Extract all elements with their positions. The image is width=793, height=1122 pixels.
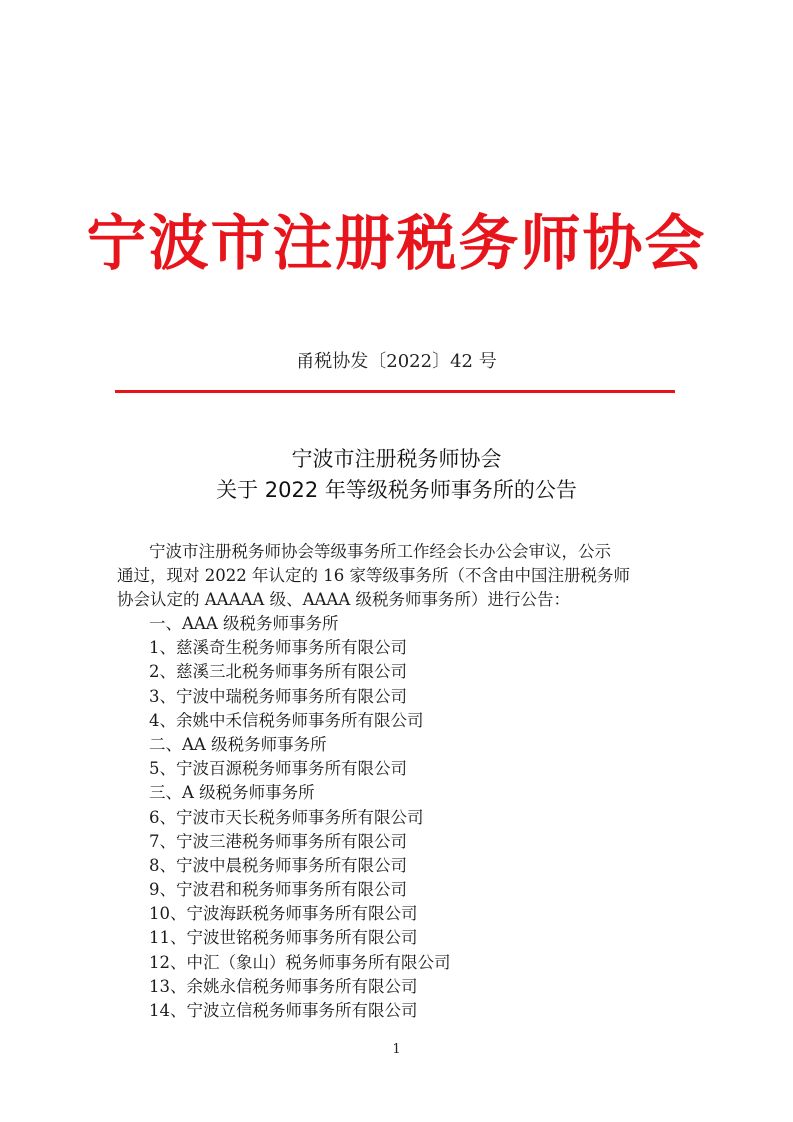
list-item: 14、宁波立信税务师事务所有限公司	[149, 1001, 418, 1020]
list-item: 1、慈溪奇生税务师事务所有限公司	[149, 638, 407, 658]
red-divider-line	[115, 390, 675, 393]
list-item: 4、余姚中禾信税务师事务所有限公司	[149, 710, 424, 730]
list-item: 6、宁波市天长税务师事务所有限公司	[149, 807, 424, 827]
list-item: 7、宁波三港税务师事务所有限公司	[149, 831, 407, 851]
list-item: 5、宁波百源税务师事务所有限公司	[149, 759, 407, 779]
page-number: 1	[392, 1042, 401, 1057]
intro-line: 协会认定的 AAAAA 级、AAAA 级税务师事务所）进行公告：	[117, 590, 570, 609]
list-item: 二、AA 级税务师事务所	[149, 734, 327, 754]
list-item: 10、宁波海跃税务师事务所有限公司	[149, 904, 418, 924]
list-item: 8、宁波中晨税务师事务所有限公司	[149, 855, 407, 875]
intro-line: 通过，现对 2022 年认定的 16 家等级事务所（不含由中国注册税务师	[117, 566, 630, 585]
list-item: 一、AAA 级税务师事务所	[149, 614, 339, 633]
notice-title-line-2: 关于 2022 年等级税务师事务所的公告	[216, 478, 577, 502]
list-item: 2、慈溪三北税务师事务所有限公司	[149, 662, 407, 682]
intro-line: 宁波市注册税务师协会等级事务所工作经会长办公会审议，公示	[149, 542, 611, 561]
intro-paragraph	[117, 540, 682, 612]
list-item: 9、宁波君和税务师事务所有限公司	[149, 880, 407, 900]
notice-body	[117, 540, 682, 1023]
list-item: 13、余姚永信税务师事务所有限公司	[149, 976, 418, 996]
list-item: 12、中汇（象山）税务师事务所有限公司	[149, 952, 451, 972]
masthead-title: 宁波市注册税务师协会	[86, 209, 707, 279]
list-item: 3、宁波中瑞税务师事务所有限公司	[149, 686, 407, 706]
notice-title-line-1: 宁波市注册税务师协会	[291, 447, 502, 471]
list-item: 三、A 级税务师事务所	[149, 783, 315, 803]
list-item: 11、宁波世铭税务师事务所有限公司	[149, 928, 418, 948]
document-number: 甬税协发〔2022〕42 号	[296, 351, 497, 372]
firm-list	[117, 612, 682, 1023]
